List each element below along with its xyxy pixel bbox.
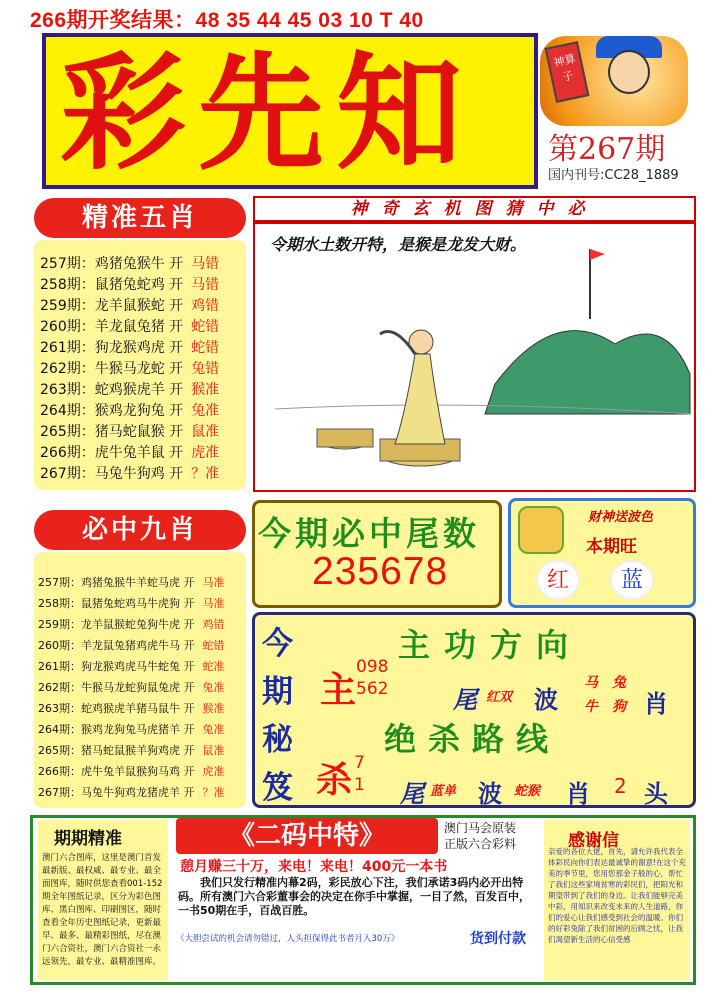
zodiac-row xyxy=(40,401,246,422)
zodiac-picks: 马兔牛狗鸡 开 xyxy=(94,466,184,482)
zodiac-label: 肖 xyxy=(644,690,668,718)
zodiac-picks: 鼠猪兔蛇鸡马牛虎狗 开 xyxy=(81,597,195,610)
zodiac-row xyxy=(40,317,246,338)
zodiac-pair-1: 马兔 xyxy=(584,675,640,691)
result-mark: 猴准 xyxy=(202,702,225,715)
zodiac-picks: 龙羊鼠猴蛇 开 xyxy=(94,298,184,314)
period-label: 267期： xyxy=(38,786,81,799)
snake-monkey: 蛇猴 xyxy=(514,784,541,799)
riddle-picture xyxy=(253,222,696,492)
head-number: 2 xyxy=(614,774,627,798)
period-label: 260期： xyxy=(40,319,95,335)
zodiac-row xyxy=(40,254,246,275)
tail-label-2: 尾 xyxy=(400,780,424,808)
zodiac-row xyxy=(38,656,246,677)
kill-route-title: 绝杀路线 xyxy=(384,720,561,758)
zodiac-picks: 虎牛兔羊鼠猴狗马鸡 开 xyxy=(81,765,195,778)
blue-single: 蓝单 xyxy=(430,784,457,799)
issue-number: 第267期 xyxy=(548,132,666,167)
period-label: 258期： xyxy=(38,597,81,610)
period-label: 265期： xyxy=(38,744,81,757)
wealth-color-title: 财神送波色 xyxy=(588,510,654,525)
left-ad-text: 澳门六合图库，这里是澳门首发最新版、最权威、最专业、最全面图库，随时供您查看001-152期全年图纸记录，区分为彩色图库、黑白图库、印刷图区，随时查看全年历史图纸记录，更新最早、最多、最精彩图纸，尽在澳门六合资社，澳门六合资社一永远领先，最专业、最精准图库。 xyxy=(42,853,163,967)
red-wave-badge: 红 xyxy=(536,560,580,600)
period-label: 266期： xyxy=(40,445,95,461)
side-char: 今 xyxy=(262,626,293,662)
zodiac-row xyxy=(38,677,246,698)
zodiac-picks: 鼠猪兔蛇鸡 开 xyxy=(94,277,184,293)
zodiac-row xyxy=(38,572,246,593)
zodiac-picks: 猪马蛇鼠猴羊狗鸡虎 开 xyxy=(81,744,195,757)
wave-label: 波 xyxy=(534,686,558,714)
zodiac-row xyxy=(38,740,246,761)
result-mark: 虎准 xyxy=(191,445,220,461)
result-mark: ？准 xyxy=(191,466,220,482)
period-label: 267期： xyxy=(40,466,95,482)
zodiac-picks: 羊龙鼠兔猪 开 xyxy=(94,319,184,335)
riddle-title: 神奇玄机图猜中必 xyxy=(253,196,696,222)
kill-label: 杀 xyxy=(316,759,353,801)
kill-numbers: 7 1 xyxy=(354,753,365,795)
thanks-title: 感谢信 xyxy=(568,831,619,851)
zodiac-label-2: 肖 xyxy=(566,780,590,808)
zodiac-row xyxy=(40,275,246,296)
face-icon xyxy=(608,50,650,94)
zodiac-picks: 猪马蛇鼠猴 开 xyxy=(94,424,184,440)
result-mark: 马准 xyxy=(202,576,225,589)
slogan: 憩月赚三十万，来电！来电！400元一本书 xyxy=(180,859,448,875)
result-mark: 马准 xyxy=(202,597,225,610)
result-mark: 马错 xyxy=(191,256,220,272)
period-label: 261期： xyxy=(40,340,95,356)
period-label: 262期： xyxy=(38,681,81,694)
tail-number-value: 235678 xyxy=(312,550,449,593)
period-label: 266期： xyxy=(38,765,81,778)
secret-side-text xyxy=(262,620,293,812)
zodiac-row xyxy=(40,359,246,380)
zodiac-picks: 猴鸡龙狗兔 开 xyxy=(94,403,184,419)
zodiac-picks: 蛇鸡猴虎羊猪马鼠牛 开 xyxy=(81,702,195,715)
period-label: 261期： xyxy=(38,660,81,673)
two-code-footer: 《大胆尝试的机会请勿错过，人头担保得此书者月入30万》 xyxy=(176,934,400,944)
result-mark: 鸡错 xyxy=(202,618,225,631)
zodiac-picks: 鸡猪兔猴牛 开 xyxy=(94,256,184,272)
result-mark: ？准 xyxy=(202,786,225,799)
result-mark: 兔准 xyxy=(191,403,220,419)
riddle-poem: 令期水土数开特，是猴是龙发大财。 xyxy=(270,235,527,254)
result-mark: 蛇错 xyxy=(202,639,225,652)
zodiac-row xyxy=(38,719,246,740)
zodiac-picks: 猴鸡龙狗兔马虎猪羊 开 xyxy=(81,723,195,736)
side-char: 笈 xyxy=(262,770,293,806)
period-label: 258期： xyxy=(40,277,95,293)
period-label: 257期： xyxy=(38,576,81,589)
zodiac-picks: 狗龙猴鸡虎 开 xyxy=(94,340,184,356)
two-code-title: 《二码中特》 xyxy=(176,818,438,854)
result-mark: 鼠准 xyxy=(191,424,220,440)
period-label: 259期： xyxy=(38,618,81,631)
last-result: 266期开奖结果：48 35 44 45 03 10 T 40 xyxy=(30,9,424,32)
main-direction-title: 主功方向 xyxy=(398,626,583,664)
tail-number-title: 今期必中尾数 xyxy=(258,514,480,553)
period-label: 257期： xyxy=(40,256,95,272)
blue-wave-badge: 蓝 xyxy=(610,560,654,600)
cash-on-delivery: 货到付款 xyxy=(470,931,526,947)
period-label: 263期： xyxy=(38,702,81,715)
zodiac-picks: 马兔牛狗鸡龙猪虎羊 开 xyxy=(81,786,195,799)
zodiac-row xyxy=(40,380,246,401)
main-label: 主 xyxy=(320,669,357,711)
zodiac-row xyxy=(40,296,246,317)
period-label: 262期： xyxy=(40,361,95,377)
zodiac-row xyxy=(38,761,246,782)
head-label: 头 xyxy=(644,780,668,808)
zodiac-picks: 龙羊鼠猴蛇兔狗牛虎 开 xyxy=(81,618,195,631)
result-mark: 猴准 xyxy=(191,382,220,398)
zodiac-row xyxy=(38,614,246,635)
period-label: 265期： xyxy=(40,424,95,440)
page-title: 彩先知 xyxy=(60,39,474,187)
period-label: 260期： xyxy=(38,639,81,652)
wealth-color-sub: 本期旺 xyxy=(586,537,637,557)
zodiac-row xyxy=(40,464,246,485)
zodiac-picks: 鸡猪兔猴牛羊蛇马虎 开 xyxy=(81,576,195,589)
zodiac-picks: 虎牛兔羊鼠 开 xyxy=(94,445,184,461)
result-mark: 蛇错 xyxy=(191,319,220,335)
nine-zodiac-title: 必中九肖 xyxy=(34,510,246,550)
publication-code: 国内刊号:CC28_1889 xyxy=(548,168,679,183)
result-mark: 兔错 xyxy=(191,361,220,377)
zodiac-row xyxy=(38,782,246,803)
five-zodiac-title: 精准五肖 xyxy=(34,198,246,238)
zodiac-picks: 蛇鸡猴虎羊 开 xyxy=(94,382,184,398)
result-mark: 兔准 xyxy=(202,723,225,736)
two-code-body: 我们只发行精准内幕2码，彩民放心下注，我们承诺3码内必开出特码。所有澳门六合彩董事会的决定在你手中掌握，一目了然，百发百中，一书50期在手，百战百胜。 xyxy=(178,876,530,917)
period-label: 264期： xyxy=(38,723,81,736)
result-mark: 鼠准 xyxy=(202,744,225,757)
period-label: 259期： xyxy=(40,298,95,314)
period-label: 264期： xyxy=(40,403,95,419)
nine-zodiac-list xyxy=(34,552,246,808)
side-char: 期 xyxy=(262,674,293,710)
mascot-sign: 神算子 xyxy=(545,41,590,103)
zodiac-picks: 羊龙鼠兔猪鸡虎牛马 开 xyxy=(81,639,195,652)
red-double: 红双 xyxy=(486,690,513,705)
result-mark: 蛇准 xyxy=(202,660,225,673)
left-ad-title: 期期精准 xyxy=(54,829,122,849)
two-code-side: 澳门马会原装 正版六合彩料 xyxy=(444,821,517,851)
zodiac-row xyxy=(38,593,246,614)
zodiac-row xyxy=(38,635,246,656)
zodiac-pair-2: 牛狗 xyxy=(584,699,640,715)
period-label: 263期： xyxy=(40,382,95,398)
zodiac-picks: 牛猴马龙蛇 开 xyxy=(94,361,184,377)
tail-label: 尾 xyxy=(453,686,477,714)
zodiac-row xyxy=(38,698,246,719)
result-mark: 鸡错 xyxy=(191,298,220,314)
thanks-letter: 亲爱的各位大佬，首先，请允许我代表全体彩民向你们表达最诚挚的谢意!在这个充美的季节里，您用您那金子般的心，帮忙了我们这些家境贫寒的彩民们，把阳光和期望带到了我们的身边。让我们能够完美中彩，用知识来改变未来的人生道路，你们的爱心让我们感受到社会的温暖。你们的好彩兔除了我们贫困的后顾之忧，让我们渴望新生活的心信受感 xyxy=(548,847,686,944)
zodiac-row xyxy=(40,422,246,443)
zodiac-picks: 牛猴马龙蛇狗鼠兔虎 开 xyxy=(81,681,195,694)
result-mark: 虎准 xyxy=(202,765,225,778)
result-mark: 马错 xyxy=(191,277,220,293)
side-char: 秘 xyxy=(262,722,293,758)
zodiac-picks: 狗龙猴鸡虎马牛蛇兔 开 xyxy=(81,660,195,673)
five-zodiac-list xyxy=(34,240,246,490)
result-mark: 蛇错 xyxy=(191,340,220,356)
result-mark: 兔准 xyxy=(202,681,225,694)
zodiac-row xyxy=(40,338,246,359)
zodiac-row xyxy=(40,443,246,464)
wealth-god-icon xyxy=(518,506,564,554)
main-numbers: 098 562 xyxy=(356,657,389,699)
wave-label-2: 波 xyxy=(478,780,502,808)
